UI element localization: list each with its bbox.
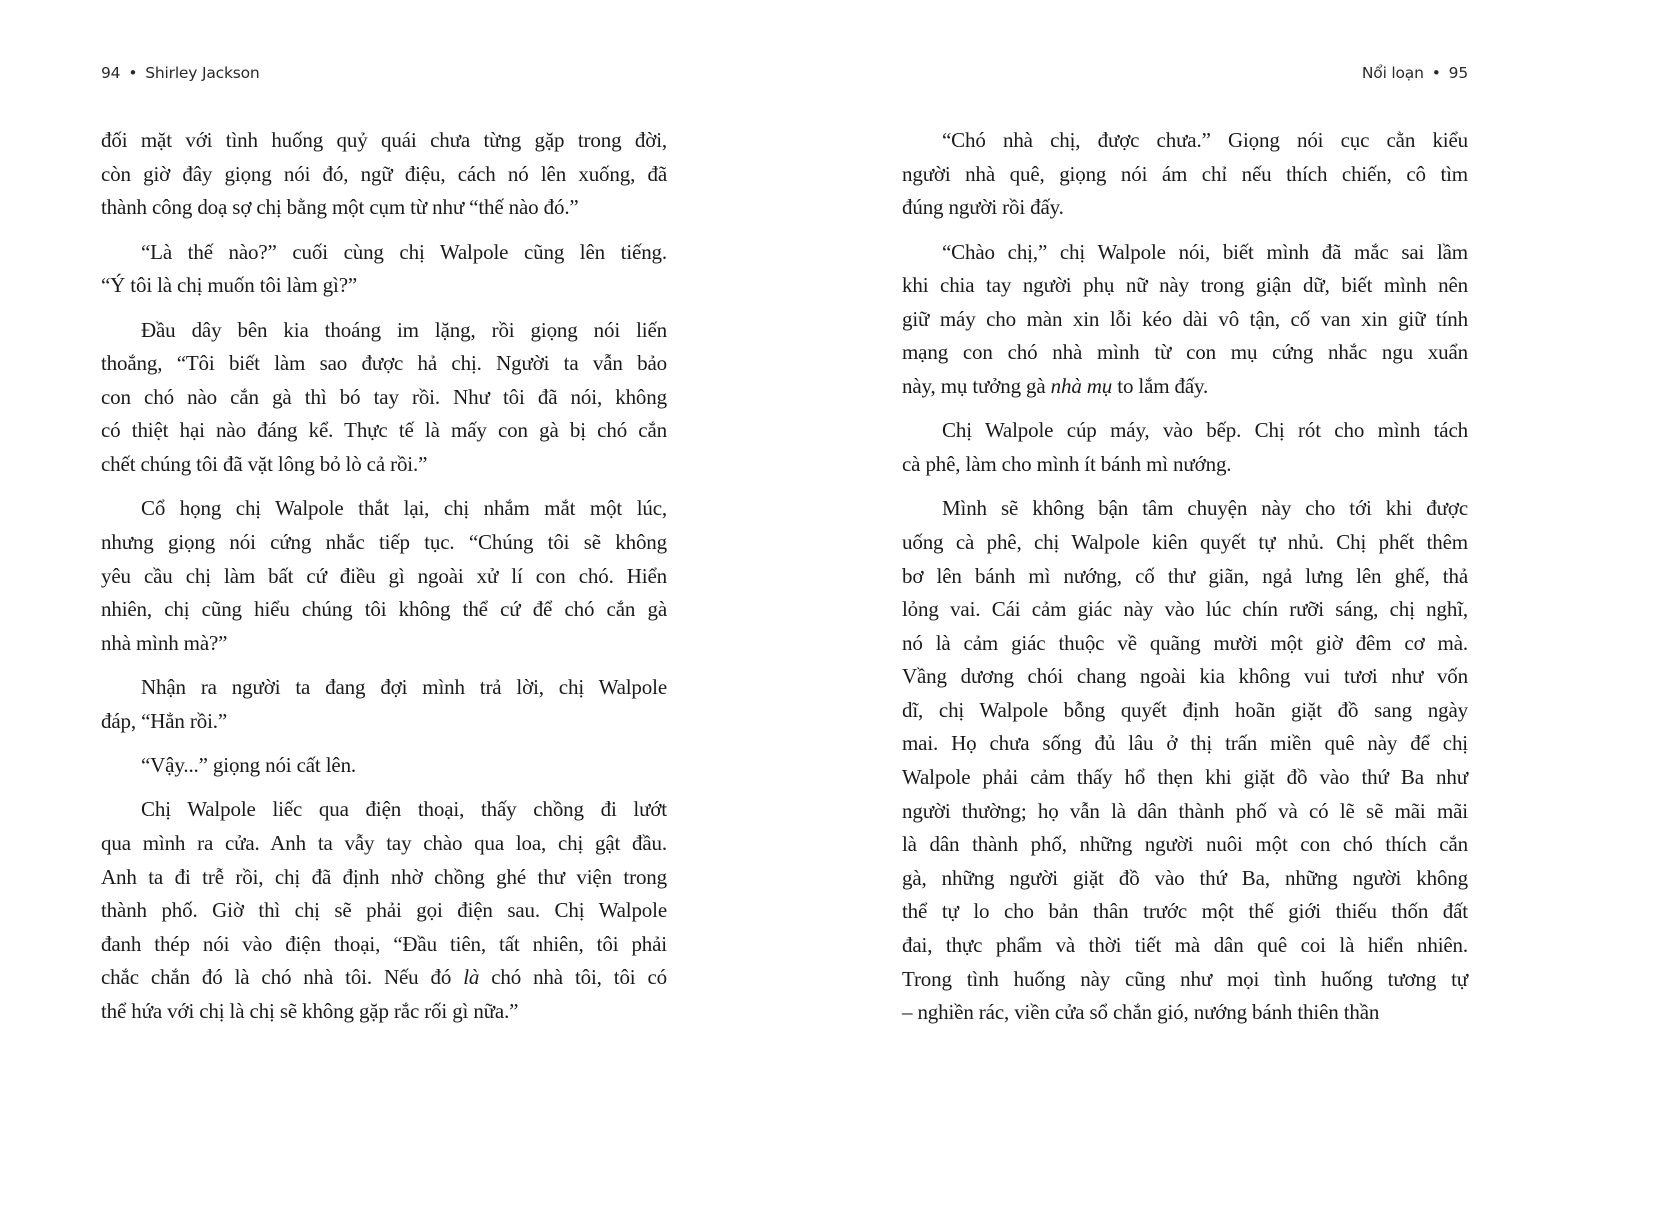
- header-separator: •: [1431, 64, 1441, 82]
- text-line: qua mình ra cửa. Anh ta vẫy tay chào qua loa, chị gật đầu.: [101, 831, 667, 856]
- text-line: Cổ họng chị Walpole thắt lại, chị nhắm mắt một lúc,: [141, 496, 667, 521]
- paragraph: [101, 314, 667, 482]
- running-title: Shirley Jackson: [145, 64, 260, 82]
- italic-emphasis: nhà mụ: [1050, 373, 1113, 398]
- text-segment: chắc chắn đó là chó nhà tôi. Nếu đó: [101, 965, 464, 990]
- text-line: Anh ta đi trễ rồi, chị đã định nhờ chồng ghé thư viện trong: [101, 864, 667, 889]
- text-line: còn giờ đây giọng nói đó, ngữ điệu, cách nó lên xuống, đã: [101, 161, 667, 186]
- paragraph: [101, 749, 667, 783]
- text-line: [902, 370, 1468, 404]
- text-line: thành phố. Giờ thì chị sẽ phải gọi điện sau. Chị Walpole: [101, 898, 667, 923]
- italic-emphasis: là: [463, 965, 480, 990]
- text-line: chết chúng tôi đã vặt lông bỏ lò cả rồi.”: [101, 451, 428, 476]
- text-line: đai, thực phẩm và thời tiết mà dân quê coi là hiển nhiên.: [902, 933, 1468, 958]
- text-line: thể hứa với chị là chị sẽ không gặp rắc rối gì nữa.”: [101, 999, 519, 1024]
- text-line: đáp, “Hẳn rồi.”: [101, 708, 228, 733]
- paragraph: [902, 492, 1468, 1030]
- text-line: Vầng dương chói chang ngoài kia không vui tươi như vốn: [902, 664, 1468, 689]
- header-separator: •: [128, 64, 138, 82]
- text-line: Đầu dây bên kia thoáng im lặng, rồi giọng nói liến: [141, 317, 667, 342]
- text-line: “Ý tôi là chị muốn tôi làm gì?”: [101, 273, 358, 298]
- paragraph: [902, 414, 1468, 481]
- text-line: Trong tình huống này cũng như mọi tình huống tương tự: [902, 966, 1468, 991]
- text-line: yêu cầu chị làm bất cứ điều gì ngoài xử lí con chó. Hiển: [101, 563, 667, 588]
- text-line: Chị Walpole cúp máy, vào bếp. Chị rót cho mình tách: [942, 418, 1468, 443]
- text-line: “Là thế nào?” cuối cùng chị Walpole cũng lên tiếng.: [141, 239, 667, 264]
- text-line: đúng người rồi đấy.: [902, 195, 1064, 220]
- text-line: bơ lên bánh mì nướng, cố thư giãn, ngả lưng lên ghế, thả: [902, 563, 1468, 588]
- text-line: Walpole phải cảm thấy hổ thẹn khi giặt đồ vào thứ Ba như: [902, 765, 1468, 790]
- paragraph: [902, 124, 1468, 225]
- text-line: gà, những người giặt đồ vào thứ Ba, những người không: [902, 865, 1468, 890]
- text-line: – nghiền rác, viền cửa sổ chắn gió, nướng bánh thiên thần: [902, 1000, 1380, 1025]
- text-line: thoắng, “Tôi biết làm sao được hả chị. Người ta vẫn bảo: [101, 351, 667, 376]
- text-line: “Vậy...” giọng nói cất lên.: [141, 753, 357, 778]
- text-line: người thường; họ vẫn là dân thành phố và có lẽ sẽ mãi mãi: [902, 798, 1468, 823]
- text-line: có thiệt hại nào đáng kể. Thực tế là mấy con gà bị chó cắn: [101, 418, 667, 443]
- text-line: uống cà phê, chị Walpole kiên quyết tự nhủ. Chị phết thêm: [902, 529, 1468, 554]
- text-line: giữ máy cho màn xin lỗi kéo dài vô tận, cố van xin giữ tính: [902, 306, 1468, 331]
- running-title: Nổi loạn: [1361, 64, 1424, 82]
- text-line: nhưng giọng nói cứng nhắc tiếp tục. “Chúng tôi sẽ không: [101, 529, 667, 554]
- text-line: “Chào chị,” chị Walpole nói, biết mình đã mắc sai lầm: [942, 239, 1468, 264]
- text-line: thể tự lo cho bản thân trước một thế giới thiếu thốn đất: [902, 899, 1468, 924]
- page-body: [902, 124, 1468, 1041]
- text-line: Nhận ra người ta đang đợi mình trả lời, chị Walpole: [141, 675, 667, 700]
- page-number: 94: [101, 64, 121, 82]
- text-segment: này, mụ tưởng gà: [902, 373, 1051, 398]
- text-line: khi chia tay người phụ nữ này trong giận dữ, biết mình nên: [902, 273, 1468, 298]
- text-line: con chó nào cắn gà thì bó tay rồi. Như tôi đã nói, không: [101, 384, 667, 409]
- paragraph: [101, 236, 667, 303]
- text-segment: to lắm đấy.: [1112, 373, 1209, 398]
- paragraph: [101, 492, 667, 660]
- paragraph: [101, 124, 667, 225]
- page-body: [101, 124, 667, 1039]
- text-line: [101, 961, 667, 995]
- paragraph: [101, 671, 667, 738]
- paragraph: [101, 793, 667, 1028]
- text-line: đối mặt với tình huống quỷ quái chưa từng gặp trong đời,: [101, 128, 667, 152]
- text-line: nhiên, chị cũng hiểu chúng tôi không thể cứ để chó cắn gà: [101, 597, 667, 622]
- text-line: dĩ, chị Walpole bỗng quyết định hoãn giặt đồ sang ngày: [902, 697, 1468, 722]
- text-line: Chị Walpole liếc qua điện thoại, thấy chồng đi lướt: [141, 797, 667, 822]
- text-line: nhà mình mà?”: [101, 630, 228, 655]
- running-header: [101, 64, 667, 82]
- text-line: là dân thành phố, những người nuôi một con chó thích cắn: [902, 832, 1468, 857]
- text-line: “Chó nhà chị, được chưa.” Giọng nói cục cằn kiểu: [942, 128, 1468, 152]
- running-header: [902, 64, 1468, 82]
- text-line: Mình sẽ không bận tâm chuyện này cho tới khi được: [942, 496, 1468, 521]
- text-line: đanh thép nói vào điện thoại, “Đầu tiên, tất nhiên, tôi phải: [101, 931, 667, 956]
- text-segment: chó nhà tôi, tôi có: [479, 965, 667, 990]
- page-number: 95: [1448, 64, 1468, 82]
- text-line: lỏng vai. Cái cảm giác này vào lúc chín rưỡi sáng, chị nghĩ,: [902, 597, 1468, 622]
- text-line: nó là cảm giác thuộc về quãng mười một giờ đêm cơ mà.: [902, 630, 1468, 655]
- text-line: cà phê, làm cho mình ít bánh mì nướng.: [902, 451, 1232, 476]
- text-line: thành công doạ sợ chị bằng một cụm từ như “thế nào đó.”: [101, 195, 579, 220]
- paragraph: [902, 236, 1468, 404]
- text-line: người nhà quê, giọng nói ám chỉ nếu thích chiến, cô tìm: [902, 161, 1468, 186]
- text-line: mai. Họ chưa sống đủ lâu ở thị trấn miền quê này để chị: [902, 731, 1468, 756]
- text-line: mạng con chó nhà mình từ con mụ cứng nhắc ngu xuẩn: [902, 340, 1468, 365]
